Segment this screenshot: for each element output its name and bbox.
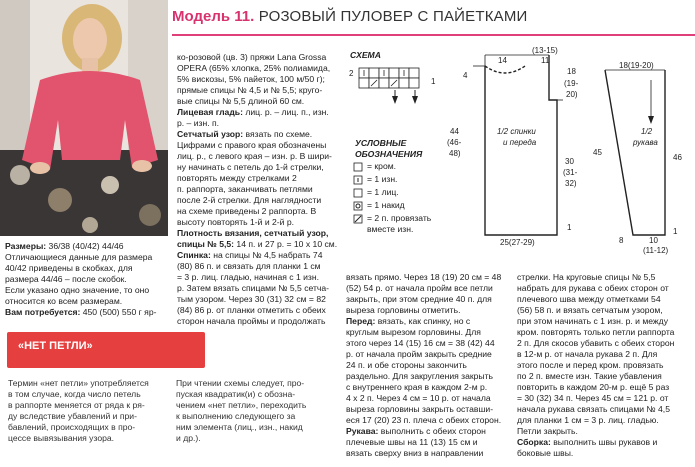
legend-item-5b: вместе изн. <box>367 224 414 234</box>
materials-5: вые спицы № 5,5 длиной 60 см. <box>177 96 305 106</box>
col4-7: 2 п. Для скосов убавить с обеих сторон <box>517 338 675 348</box>
note-b-2: пуская квадратик(и) с обозна- <box>176 389 296 399</box>
col4-14: для планки 1 см = 3 р. лиц. гладью. <box>517 415 659 425</box>
pattern-5: повторять между стрелками 2 <box>177 173 297 183</box>
col3-4: вырезa горловины отметить. <box>346 305 461 315</box>
sleeves-3: вязать сверху вниз в направлении <box>346 448 484 458</box>
front-10: еся 17 (20) 23 п. плеча с обеих сторон. <box>346 415 502 425</box>
legend-item-2: = 1 изн. <box>367 174 398 184</box>
assembly-1: Сборка: выполнить швы рукавов и <box>517 437 658 447</box>
dim-bottom: 25(27-29) <box>500 238 535 247</box>
note-b-5: ним элемента (лиц., изн., накид <box>176 422 303 432</box>
density-2: спицы № 5,5: 14 п. и 27 р. = 10 х 10 см. <box>177 239 338 249</box>
note-a-5: бавлений, происходящих в про- <box>8 422 136 432</box>
back-6: (84) 86 р. от планки отметить с обеих <box>177 305 326 315</box>
col4-13: начала рукава связать спицами № 4,5 <box>517 404 670 414</box>
back-7: сторон начала проймы и продолжать <box>177 316 326 326</box>
col4-1: стрелки. На круговые спицы № 5,5 <box>517 272 656 282</box>
front-8: 4 х 2 п. Через 4 см = 10 р. от начала <box>346 393 491 403</box>
front-7: с внутреннего края в каждом 2-м р. <box>346 382 488 392</box>
front-4: р. от начала пройм закрыть средние <box>346 349 492 359</box>
col4-9: этого после и перед кром. провязать <box>517 360 664 370</box>
dim-w2: 11 <box>541 56 550 65</box>
note-a-3: в раппорте меняется от ряда к ря- <box>8 400 145 410</box>
sleeve-right: 46 <box>673 153 682 162</box>
front-9: выреза горловины закрыть оставши- <box>346 404 494 414</box>
chart-row-1: 1 <box>431 77 436 86</box>
density-1: Плотность вязания, сетчатый узор, <box>177 228 329 238</box>
dim-rr2: (31- <box>563 168 578 177</box>
page-title: РОЗОВЫЙ ПУЛОВЕР С ПАЙЕТКАМИ <box>258 8 528 25</box>
note-a-2: в том случае, когда число петель <box>8 389 141 399</box>
dim-shoulder: 4 <box>463 71 468 80</box>
materials-1: ко-розовой (цв. 3) пряжи Lana Grossa <box>177 52 327 62</box>
face-stitch: Лицевая гладь: лиц. р. – лиц. п., изн. <box>177 107 329 117</box>
pattern-9: высоту повторять 1-й и 2-й р. <box>177 217 295 227</box>
col4-5: при этом начинать с 1 изн. р. и между <box>517 316 668 326</box>
col4-8: в 12-м р. от начала рукава 2 п. Для <box>517 349 658 359</box>
col3-1: вязать прямо. Через 18 (19) 20 см = 48 <box>346 272 502 282</box>
note-b-6: и др.). <box>176 433 201 443</box>
legend-item-4: = 1 накид <box>367 200 405 210</box>
sleeve-b2: 10 <box>649 236 658 245</box>
pattern-6: п. раппорта, заканчивать петлями <box>177 184 313 194</box>
col4-12: = 30 (32) 34 п. Через 45 см = 121 р. от <box>517 393 669 403</box>
note-b-1: При чтении схемы следует, про- <box>176 378 305 388</box>
back-3: = 3 р. лиц. гладью, начиная с 1 изн. <box>177 272 319 282</box>
pattern-1: Сетчатый узор: вязать по схеме. <box>177 129 313 139</box>
dim-rr1: 30 <box>565 157 574 166</box>
dim-r3: 20) <box>566 90 578 99</box>
front-3: этого через 14 (15) 16 см = 38 (42) 44 <box>346 338 495 348</box>
dim-r2: (19- <box>564 79 579 88</box>
legend-item-5: = 2 п. провязать <box>367 213 432 223</box>
label-front: и переда <box>503 138 537 147</box>
dim-top: (13-15) <box>532 46 558 55</box>
sleeve-label-1: 1/2 <box>641 127 653 136</box>
front-6: раздельно. Для закругления закрыть <box>346 371 494 381</box>
col3-3: закрыть, при этом средние 40 п. для <box>346 294 492 304</box>
sleeves-1: Рукава: выполнить с обеих сторон <box>346 426 486 436</box>
sizes-text-5: относится ко всем размерам. <box>5 296 123 306</box>
dim-rr3: 32) <box>565 179 577 188</box>
pattern-2: Цифрами с правого края обозначены <box>177 140 327 150</box>
sizes-text-4: Если указано одно значение, то оно <box>5 285 150 295</box>
title-bar <box>172 8 695 36</box>
sizes-text-1: Отличающиеся данные для размера <box>5 252 153 262</box>
front-1: Перед: вязать, как спинку, но с <box>346 316 471 326</box>
sleeves-2: плечевые швы на 11 (13) 15 см и <box>346 437 478 447</box>
back-4: р. Затем вязать спицами № 5,5 сетча- <box>177 283 330 293</box>
materials-3: 5% вискозы, 5% пайеток, 100 м/50 г); <box>177 74 325 84</box>
model-photo <box>0 0 168 236</box>
materials-start: Вам потребуется: 450 (500) 550 г яр- <box>5 307 157 317</box>
label-back: 1/2 спинки <box>497 127 536 136</box>
note-a-4: ду вследствие убавлений и при- <box>8 411 137 421</box>
face-stitch-2: р. – изн. п. <box>177 118 220 128</box>
legend-symbols <box>353 162 365 232</box>
sleeve-left: 45 <box>593 148 602 157</box>
chart-row-2: 2 <box>349 69 354 78</box>
stitch-chart <box>345 60 445 105</box>
back-2: (80) 86 п. и связать для планки 1 см <box>177 261 321 271</box>
sleeve-label-2: рукава <box>633 138 658 147</box>
col4-6: кром. повторять только петли раппорта <box>517 327 675 337</box>
back-5: тым узором. Через 30 (31) 32 см = 82 <box>177 294 326 304</box>
note-b-4: к выполнению следующего за <box>176 411 296 421</box>
dim-bottom-right: 1 <box>567 223 572 232</box>
col4-2: набрать для рукава с обеих сторон от <box>517 283 669 293</box>
note-a-1: Термин «нет петли» употребляется <box>8 378 149 388</box>
col4-3: плечевого шва между отметками 54 <box>517 294 661 304</box>
sizes-text-3: размера 44/46 – после скобок. <box>5 274 127 284</box>
dim-r1: 18 <box>567 67 576 76</box>
no-stitch-title: «НЕТ ПЕТЛИ» <box>18 340 93 352</box>
materials-2: OPERA (65% хлопка, 25% полиамида, <box>177 63 331 73</box>
schema-title: СХЕМА <box>350 50 381 60</box>
sleeve-b4: 1 <box>673 227 678 236</box>
pattern-7: после 2-й стрелки. Для наглядности <box>177 195 322 205</box>
col4-4: (56) 58 п. и вязать сетчатым узором, <box>517 305 663 315</box>
col4-10: по 2 п. вместе изн. Такие убавления <box>517 371 662 381</box>
dim-l2: (46- <box>447 138 462 147</box>
back-1: Спинка: на спицы № 4,5 набрать 74 <box>177 250 323 260</box>
legend-title-2: ОБОЗНАЧЕНИЯ <box>355 149 423 159</box>
legend-title-1: УСЛОВНЫЕ <box>355 138 407 148</box>
dim-w1: 14 <box>498 56 507 65</box>
col3-2: (52) 54 р. от начала пройм все петли <box>346 283 493 293</box>
note-b-3: чением «нет петли», переходить <box>176 400 307 410</box>
legend-item-1: = кром. <box>367 161 397 171</box>
pattern-3: лиц. р., с левого края – изн. р. В шири- <box>177 151 332 161</box>
sizes-block: Размеры: 36/38 (40/42) 44/46 <box>5 241 124 251</box>
front-2: круглым вырезом горловины. Для <box>346 327 481 337</box>
sleeve-b1: 8 <box>619 236 624 245</box>
sleeve-diagram <box>585 50 695 260</box>
dim-l1: 44 <box>450 127 459 136</box>
col4-15: Петли закрыть. <box>517 426 578 436</box>
materials-4: прямые спицы № 4,5 и № 5,5; круго- <box>177 85 323 95</box>
dim-l3: 48) <box>449 149 461 158</box>
assembly-2: боковые швы. <box>517 448 574 458</box>
pattern-4: ну начинать с петель до 1-й стрелки, <box>177 162 324 172</box>
pattern-8: на схеме приведены 2 раппорта. В <box>177 206 317 216</box>
col4-11: повторить в каждом 20-м р. ещё 5 раз <box>517 382 670 392</box>
legend-item-3: = 1 лиц. <box>367 187 399 197</box>
sleeve-b3: (11-12) <box>643 246 669 255</box>
sleeve-top: 18(19-20) <box>619 61 654 70</box>
note-a-6: цессе вывязывания узора. <box>8 433 115 443</box>
body-piece-diagram <box>445 40 580 250</box>
sizes-text-2: 40/42 приведены в скобках, для <box>5 263 133 273</box>
front-5: 24 п. и обе стороны закончить <box>346 360 467 370</box>
model-number: Модель 11. <box>172 8 255 25</box>
